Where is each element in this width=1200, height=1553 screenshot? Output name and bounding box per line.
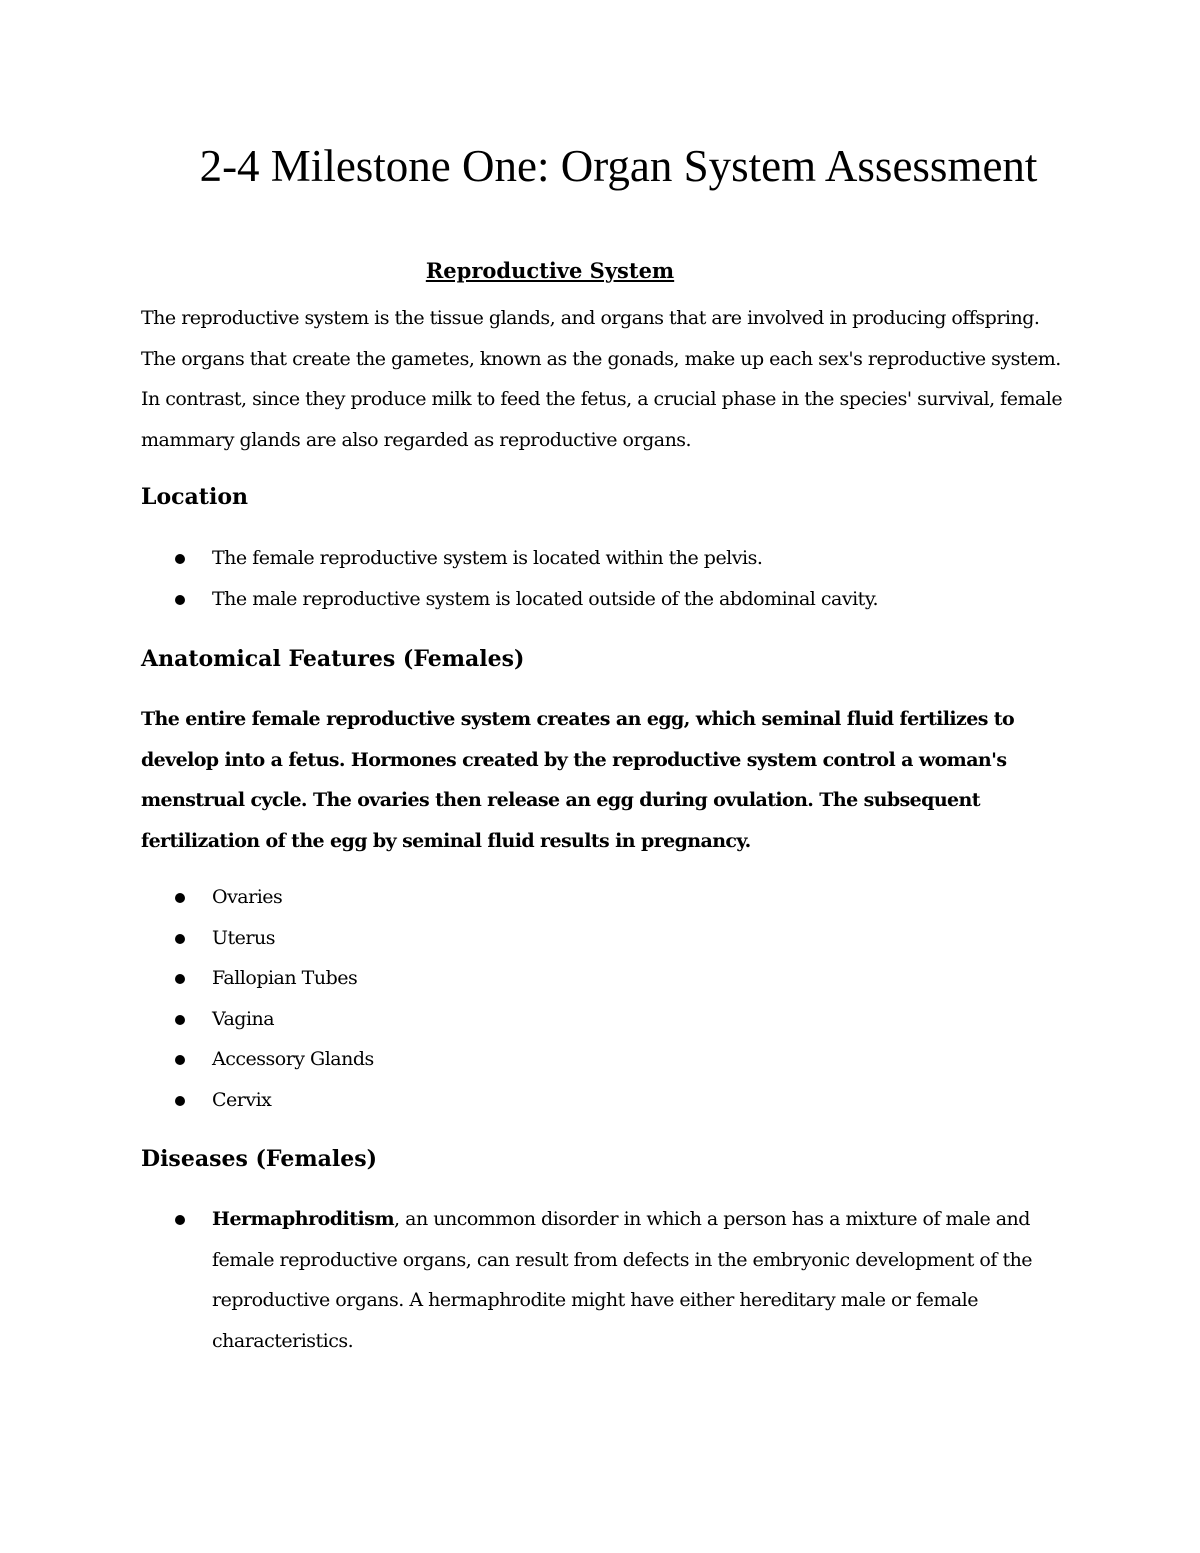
intro-paragraph: The reproductive system is the tissue glands, and organs that are involved in producing offspring. The organs that create the gametes, known as the gonads, make up each sex's reproductive system. In contrast, since they produce milk to feed the fetus, a crucial phase in the species' survival, female mammary glands are also regarded as reproductive organs. bbox=[141, 307, 1063, 451]
list-item-text: The male reproductive system is located outside of the abdominal cavity. bbox=[212, 587, 879, 610]
disease-description: , an uncommon disorder in which a person has a mixture of male and female reproductive organs, can result from defects in the embryonic development of the reproductive organs. A hermaphrodite might have either hereditary male or female characteristics. bbox=[212, 1208, 1033, 1352]
page-title: 2-4 Milestone One: Organ System Assessment bbox=[199, 141, 1038, 191]
section-title: Reproductive System bbox=[425, 258, 675, 283]
list-item-text: Ovaries bbox=[212, 886, 283, 908]
list-item-text: Accessory Glands bbox=[212, 1048, 374, 1070]
list-item-text: Cervix bbox=[212, 1088, 272, 1111]
list-item-text: The female reproductive system is located within the pelvis. bbox=[212, 547, 763, 569]
list-item bbox=[170, 1199, 1060, 1361]
list-item-text: Vagina bbox=[212, 1007, 275, 1030]
bullet-icon bbox=[175, 1055, 185, 1065]
list-item bbox=[170, 1080, 1060, 1121]
anatomy-heading: Anatomical Features (Females) bbox=[141, 646, 525, 672]
list-item bbox=[170, 877, 1060, 918]
anatomy-paragraph: The entire female reproductive system creates an egg, which seminal fluid fertilizes to develop into a fetus. Hormones created by the reproductive system control a woman's menstrual cycle. The ovaries then release an egg during ovulation. The subsequent fertilization of the egg by seminal fluid results in pregnancy. bbox=[141, 708, 1015, 852]
bullet-icon bbox=[175, 1015, 185, 1025]
bullet-icon bbox=[175, 554, 185, 564]
disease-term: Hermaphroditism bbox=[212, 1208, 395, 1230]
list-item bbox=[170, 538, 1060, 579]
anatomy-list bbox=[170, 877, 1060, 1120]
list-item-text: Uterus bbox=[212, 926, 275, 949]
bullet-icon bbox=[175, 934, 185, 944]
list-item bbox=[170, 999, 1060, 1040]
bullet-icon bbox=[175, 974, 185, 984]
diseases-heading: Diseases (Females) bbox=[141, 1146, 378, 1172]
bullet-icon bbox=[175, 1096, 185, 1106]
list-item bbox=[170, 1039, 1060, 1080]
bullet-icon bbox=[175, 1215, 185, 1225]
list-item-text: Fallopian Tubes bbox=[212, 967, 358, 989]
list-item bbox=[170, 958, 1060, 999]
list-item bbox=[170, 918, 1060, 959]
list-item bbox=[170, 579, 1060, 620]
bullet-icon bbox=[175, 893, 185, 903]
location-heading: Location bbox=[141, 484, 248, 510]
location-list bbox=[170, 538, 1060, 619]
bullet-icon bbox=[175, 595, 185, 605]
diseases-list bbox=[170, 1199, 1060, 1361]
